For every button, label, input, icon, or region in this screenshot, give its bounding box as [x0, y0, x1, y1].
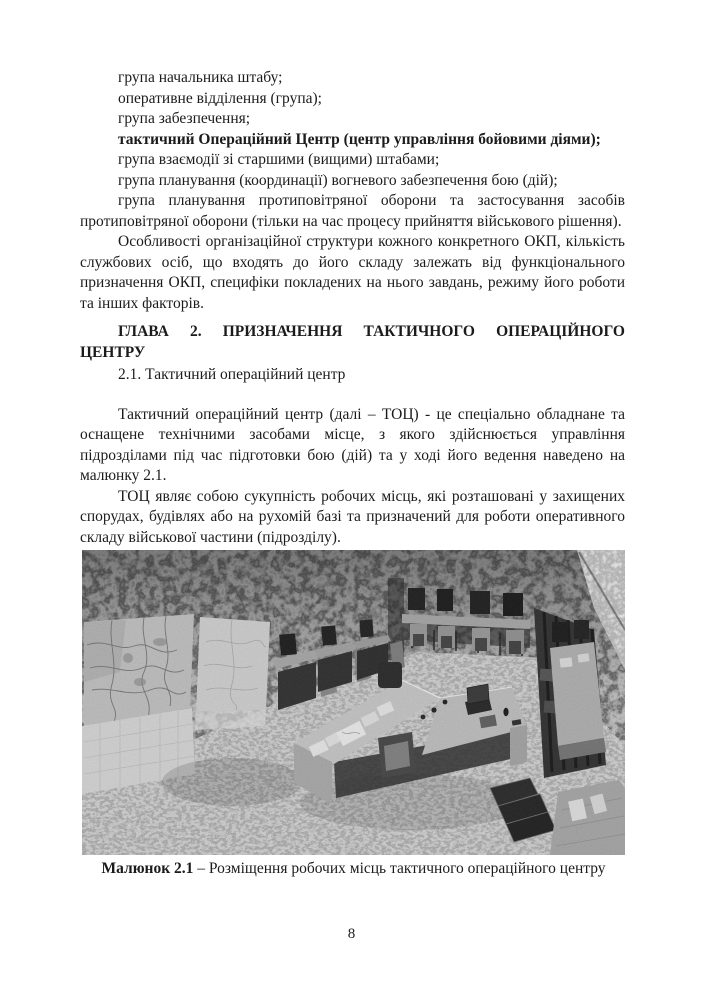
- list-item: група планування (координації) вогневого забезпечення бою (дій);: [118, 171, 558, 189]
- paragraph-air-defense: група планування протиповітряної оборони та застосування засобів протиповітряної оборони (тільки на час процесу прийняття військового рішення).: [80, 192, 625, 230]
- paragraph-definition: Тактичний операційний центр (далі – ТОЦ) - це спеціально обладнане та оснащене технічними засобами місце, з якого здійснюється управління підрозділами під час підготовки бою (дій) та у ході його ведення наведено на малюнку 2.1.: [80, 405, 625, 484]
- toc-room-photo: [82, 550, 625, 855]
- section-heading: 2.1. Тактичний операційний центр: [118, 366, 346, 383]
- list-item: група взаємодії зі старшими (вищими) штабами;: [118, 151, 440, 168]
- paragraph-structure: Особливості організаційної структури кожного конкретного ОКП, кількість службових осіб, що входять до його складу залежать від функціонального призначення ОКП, специфіки покладених на нього завдань, режиму його роботи та інших факторів.: [80, 233, 625, 312]
- page-number: 8: [347, 926, 356, 942]
- list-item: група начальника штабу;: [118, 69, 283, 86]
- figure-caption-label: Малюнок 2.1: [101, 860, 194, 877]
- text-column: [80, 68, 625, 880]
- paragraph-composition: ТОЦ являє собою сукупність робочих місць, які розташовані у захищених спорудах, будівлях або на рухомій базі та призначений для роботи оперативного складу військової частини (підрозділу).: [80, 487, 625, 546]
- chapter-heading: ГЛАВА 2. ПРИЗНАЧЕННЯ ТАКТИЧНОГО ОПЕРАЦІЙНОГО ЦЕНТРУ: [80, 323, 625, 361]
- list-item-bold: тактичний Операційний Центр (центр управління бойовими діями);: [118, 130, 601, 148]
- figure-caption-text: – Розміщення робочих місць тактичного операційного центру: [193, 860, 606, 877]
- figure-caption: [82, 859, 625, 880]
- list-item: оперативне відділення (група);: [118, 89, 322, 107]
- figure-2-1: [82, 550, 625, 880]
- list-item: група забезпечення;: [118, 110, 251, 127]
